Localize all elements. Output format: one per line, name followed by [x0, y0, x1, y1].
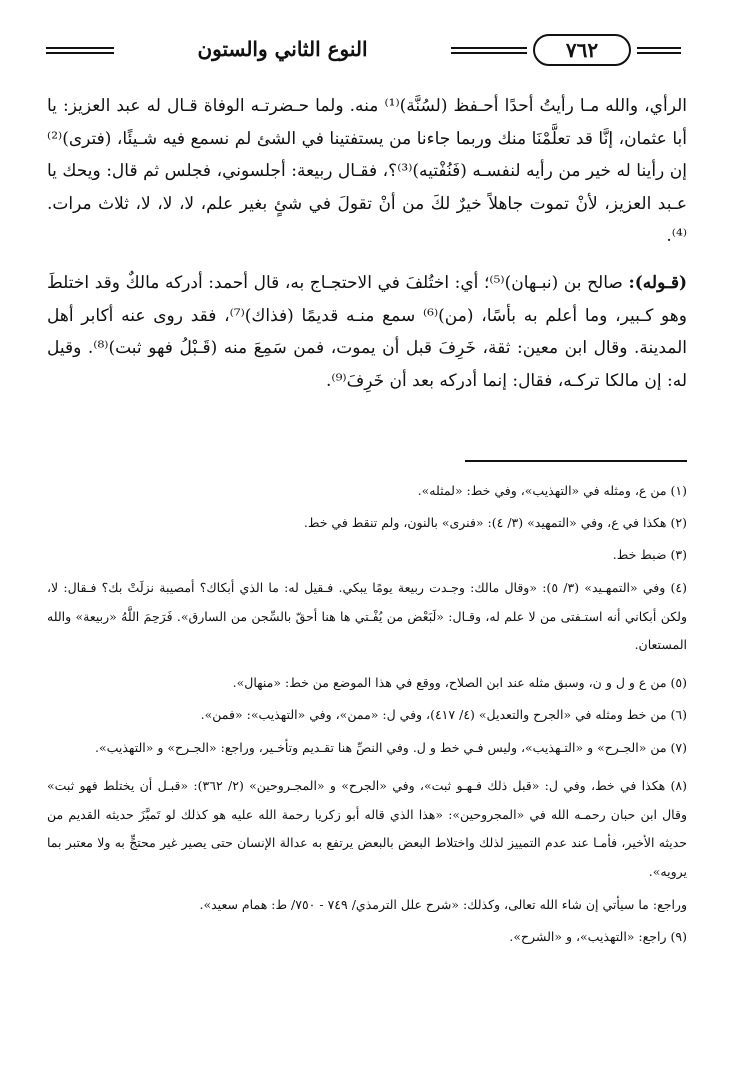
- footnote-6: (٦) من خط ومثله في «الجرح والتعديل» (٤/ ٤١٧)، وفي ل: «ممن»، وفي «التهذيب»: «فمن».: [200, 706, 687, 722]
- paragraph-2-lead: (قـوله):: [628, 272, 687, 293]
- running-title: النوع الثاني والستون: [197, 37, 368, 61]
- page-header: [46, 30, 681, 70]
- footnote-2: (٢) هكذا في ع، وفي «التمهيد» (٣/ ٤): «فنرى» بالنون، ولم تنقط في خط.: [303, 515, 687, 530]
- header-rule-right: [637, 47, 681, 54]
- footnote-3: (٣) ضبط خط.: [612, 547, 687, 562]
- footnote-4: (٤) وفي «التمهـيد» (٣/ ٥): «وقال مالك: وجـدت ربيعة يومًا يبكي. فـقيل له: ما الذي أبكاك؟ أمصيبة نزلَتْ بك؟ فـقال: لا، ولكن أبكاني أنه استـفتى من لا علم له، وقـال: «لَبَعْض من يُفْـتي ها هنا أحقّ بالسِّجن من السارق». فَرَحِمَ اللَّهُ «ربيعة» والله المستعان.: [47, 580, 687, 652]
- footnote-8: (٨) هكذا في خط، وفي ل: «قبل ذلك فـهـو ثبت»، وفي «الجرح» و «المجـروحين» (٢/ ٣٦٢): «قبـل أن يختلط فهو ثبت» وقال ابن حبان رحمـه الله في «المجروحين»: «هذا الذي قاله أبو زكريا رحمة الله عليه هو كذلك لو تَميَّزَ حديثه القديم من حديثه الأخير، فأمـا عند عدم التمييز لذلك واختلاط البعض بالبعض يرتفع به عدالة الإنسان حتى يصير غير محتجٍّ به ولا معتبر بما يرويه».: [47, 778, 688, 879]
- footnotes: [47, 478, 687, 950]
- footnote-1: (١) من ع، ومثله في «التهذيب»، وفي خط: «لمثله».: [417, 483, 687, 498]
- footnote-7: (٧) من «الجـرح» و «التـهذيب»، وليس فـي خط و ل. وفي النصِّ هنا تقـديم وتأخـير، وراجع: «الجـرح» و «التهذيب».: [95, 739, 687, 755]
- header-rule-middle: [451, 47, 527, 54]
- header-rule-left: [46, 47, 114, 54]
- footnote-8-continuation: وراجع: ما سيأتي إن شاء الله تعالى، وكذلك: «شرح علل الترمذي/ ٧٤٩ - ٧٥٠/ ط: همام سعيد».: [199, 897, 687, 912]
- page-number: ٧٦٢: [533, 34, 631, 66]
- main-text: [47, 90, 687, 397]
- paragraph-2: [47, 267, 687, 397]
- footnote-separator: [465, 460, 687, 462]
- footnote-5: (٥) من ع و ل و ن، وسبق مثله عند ابن الصلاح، ووقع في هذا الموضع من خط: «منهال».: [232, 674, 687, 690]
- footnote-9: (٩) راجع: «التهذيب»، و «الشرح».: [509, 929, 687, 944]
- paragraph-1: الرأي، والله مـا رأيتُ أحدًا أحـفظ (لسُنَّة)⁽¹⁾ منه. ولما حـضرتـه الوفاة قـال له عبد العزيز: يا أبا عثمان، إنَّا قد تعلَّمْنَا منك وربما جاءنا من يستفتينا في الشئ لم نسمع فيه شـيئًا، (فترى)⁽²⁾ إن رأينا له خير من رأيه لنفسـه (فَنُفْتيه)⁽³⁾؟، فقـال ربيعة: أجلسوني، فجلس ثم قال: ويحك يا عـبد العزيز، لأنْ تموت جاهلاً خيرٌ لكَ من أنْ تقولَ في شئٍ بغير علم، لا، لا، لا، ثلاث مرات.⁽⁴⁾.: [47, 96, 687, 247]
- paragraph-2-text: صالح بن (نبـهان)⁽⁵⁾؛ أي: اختُلفَ في الاحتجـاج به، قال أحمد: أدركه مالكٌ وقد اختلطَ وهو كـبير، وما أعلم به بأسًا، (من)⁽⁶⁾ سمع منـه قديمًا (فذاك)⁽⁷⁾، فقد روى عنه أكابر أهل المدينة. وقال ابن معين: ثقة، خَرِفَ قبل أن يموت، فمن سَمِعَ منه (قَـبْلُ فهو ثبت)⁽⁸⁾. وقيل له: إن مالكا تركـه، فقال: إنما أدركه بعد أن خَرِفَ⁽⁹⁾.: [47, 272, 688, 391]
